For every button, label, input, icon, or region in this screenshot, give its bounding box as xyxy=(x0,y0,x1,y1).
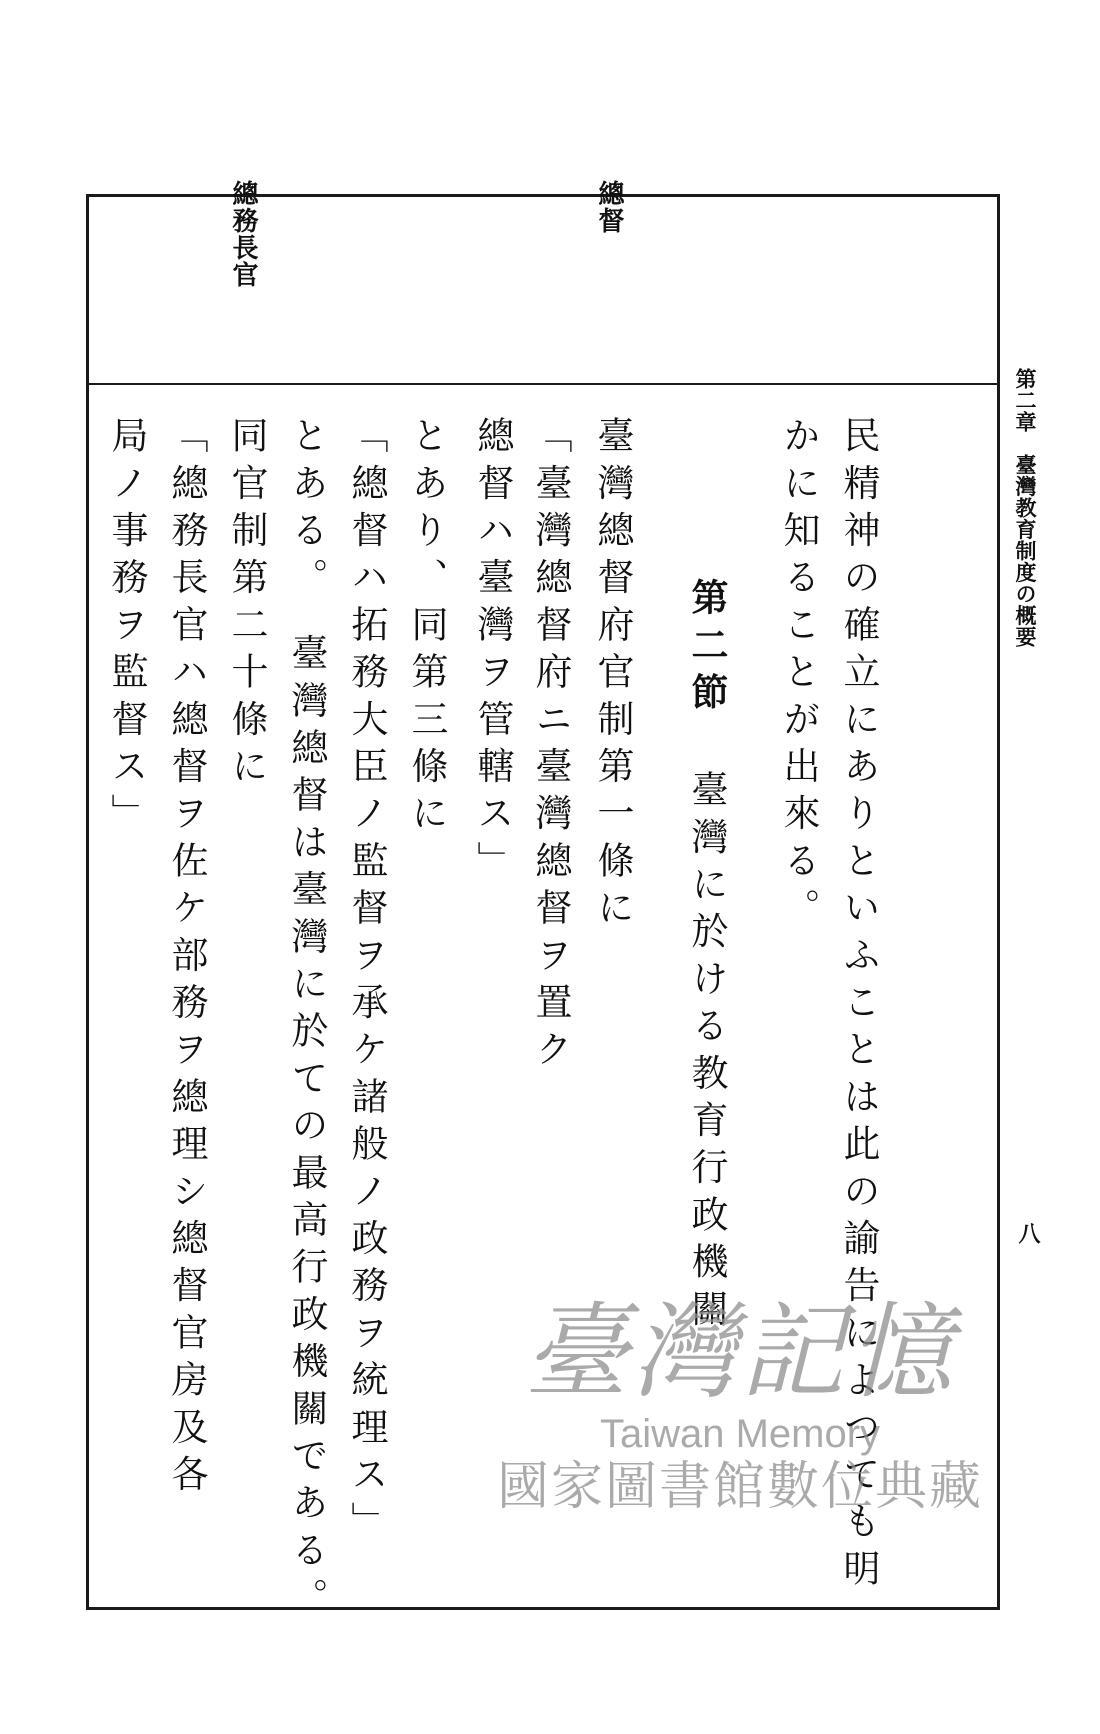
page-number: 八 xyxy=(1015,1222,1041,1244)
text-column-10: 同官制第二十條に xyxy=(225,416,268,794)
text-column-9: とある。 臺灣總督は臺灣に於ての最高行政機關である。 xyxy=(285,416,328,1625)
running-head: 第二章 臺灣教育制度の概要 xyxy=(1013,368,1038,648)
text-column-2: かに知ることが出來る。 xyxy=(777,416,820,936)
text-column-12: 局ノ事務ヲ監督ス」 xyxy=(105,416,148,841)
header-divider xyxy=(86,383,1000,385)
section-heading: 臺灣に於ける教育行政機關 xyxy=(685,770,728,1337)
watermark-script: 臺灣記憶 xyxy=(523,1291,956,1413)
watermark-english: Taiwan Memory xyxy=(599,1412,881,1456)
margin-note-governor: 總督 xyxy=(594,180,624,234)
text-column-4: 臺灣總督府官制第一條に xyxy=(591,416,634,936)
watermark-chinese: 國家圖書館數位典藏 xyxy=(496,1458,983,1516)
text-column-11: 「總務長官ハ總督ヲ佐ケ部務ヲ總理シ總督官房及各 xyxy=(165,416,208,1502)
text-column-1: 民精神の確立にありといふことは此の諭告によつても明 xyxy=(837,416,880,1596)
text-column-7: とあり、同第三條に xyxy=(405,416,448,841)
text-column-6: 總督ハ臺灣ヲ管轄ス」 xyxy=(471,416,514,888)
text-column-8: 「總督ハ拓務大臣ノ監督ヲ承ケ諸般ノ政務ヲ統理ス」 xyxy=(345,416,388,1549)
margin-note-chief-secretary: 總務長官 xyxy=(228,180,258,288)
section-label: 第二節 xyxy=(685,578,729,720)
text-column-5: 「臺灣總督府ニ臺灣總督ヲ置ク xyxy=(529,416,572,1077)
